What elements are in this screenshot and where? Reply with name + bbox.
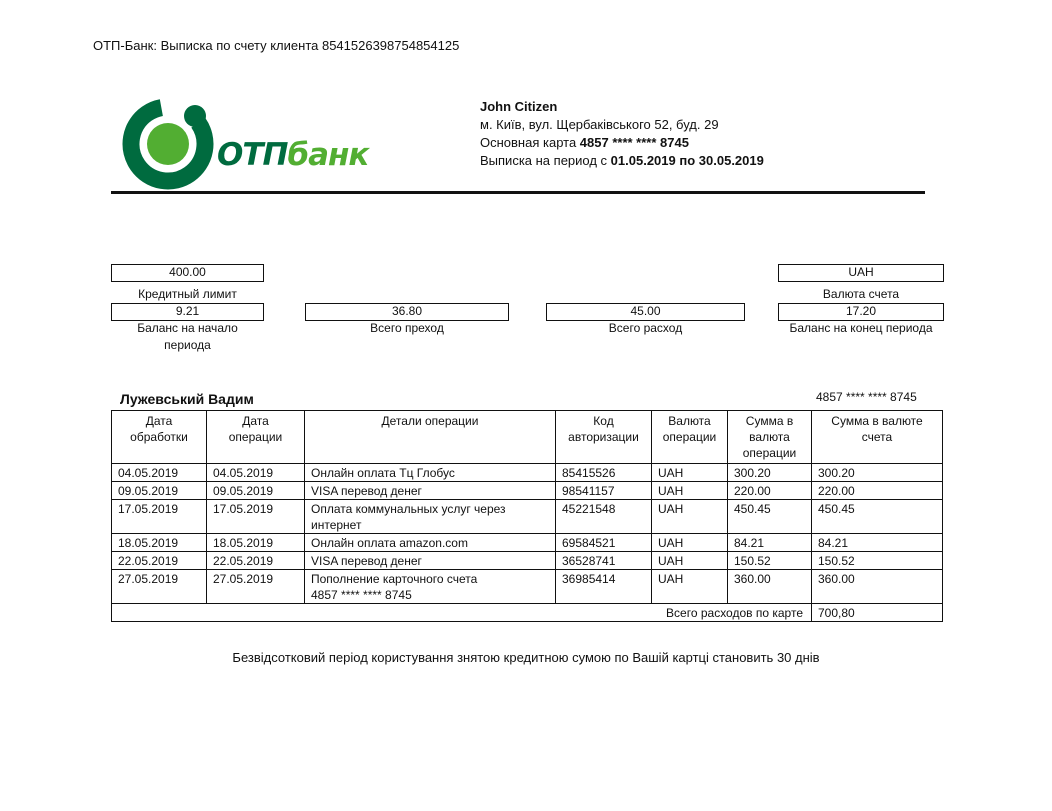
cell-processed: 22.05.2019 <box>112 552 207 570</box>
column-header-operation-details <box>305 411 556 464</box>
total-row <box>112 604 943 622</box>
column-header-line: авторизации <box>568 430 639 444</box>
column-header-line: обработки <box>130 430 188 444</box>
cell-currency: UAH <box>652 552 728 570</box>
cell-amount-op: 150.52 <box>728 552 812 570</box>
cell-auth: 69584521 <box>556 534 652 552</box>
client-info <box>480 98 764 170</box>
cardholder-name: Лужевський Вадим <box>120 391 254 407</box>
cell-currency: UAH <box>652 482 728 500</box>
table-row <box>112 464 943 482</box>
column-header-processing-date <box>112 411 207 464</box>
cell-amount-acc: 220.00 <box>812 482 943 500</box>
cell-amount-acc: 150.52 <box>812 552 943 570</box>
opening-balance-label-line2: периода <box>164 338 211 352</box>
column-header-line: операции <box>662 430 717 444</box>
column-header-line: Сумма в валюте <box>831 414 923 428</box>
total-out-value: 45.00 <box>546 303 745 321</box>
cell-amount-acc: 450.45 <box>812 500 943 534</box>
cell-auth: 36985414 <box>556 570 652 604</box>
client-card <box>480 134 764 152</box>
period-to: 30.05.2019 <box>698 153 764 168</box>
column-header-line: операции <box>228 430 283 444</box>
details-line: интернет <box>311 518 362 532</box>
card-label: Основная карта <box>480 135 580 150</box>
cell-details <box>305 552 556 570</box>
total-in-value: 36.80 <box>305 303 509 321</box>
opening-balance-value: 9.21 <box>111 303 264 321</box>
transactions-table <box>111 410 943 622</box>
details-line: Онлайн оплата Тц Глобус <box>311 466 455 480</box>
table-row <box>112 482 943 500</box>
total-in-label: Всего преход <box>370 321 444 335</box>
total-out-label: Всего расход <box>608 321 683 335</box>
header-divider <box>111 191 925 194</box>
closing-balance-label: Баланс на конец периода <box>789 321 933 335</box>
column-header-line: Дата <box>242 414 269 428</box>
details-line: Онлайн оплата amazon.com <box>311 536 468 550</box>
cell-amount-op: 360.00 <box>728 570 812 604</box>
cell-amount-op: 450.45 <box>728 500 812 534</box>
cell-details <box>305 534 556 552</box>
statement-period <box>480 152 764 170</box>
card-number: 4857 **** **** 8745 <box>579 135 689 150</box>
column-header-line: Дата <box>145 414 173 428</box>
cell-amount-acc: 360.00 <box>812 570 943 604</box>
cell-currency: UAH <box>652 534 728 552</box>
cell-operation: 09.05.2019 <box>207 482 305 500</box>
cell-processed: 09.05.2019 <box>112 482 207 500</box>
currency-value: UAH <box>778 264 944 282</box>
cell-details <box>305 570 556 604</box>
column-header-line: Детали операции <box>381 414 479 428</box>
cell-amount-acc: 300.20 <box>812 464 943 482</box>
column-header-operation-date <box>207 411 305 464</box>
cell-processed: 04.05.2019 <box>112 464 207 482</box>
cell-details <box>305 464 556 482</box>
column-header-line: Валюта <box>668 414 711 428</box>
closing-balance-value: 17.20 <box>778 303 944 321</box>
details-line: 4857 **** **** 8745 <box>311 588 412 602</box>
opening-balance-label <box>111 320 264 354</box>
details-line: Оплата коммунальных услуг через <box>311 502 506 516</box>
cell-processed: 18.05.2019 <box>112 534 207 552</box>
column-header-auth-code <box>556 411 652 464</box>
cell-processed: 17.05.2019 <box>112 500 207 534</box>
cell-amount-op: 84.21 <box>728 534 812 552</box>
total-value: 700,80 <box>812 604 943 622</box>
cell-currency: UAH <box>652 464 728 482</box>
column-header-amount-op-currency <box>728 411 812 464</box>
column-header-line: Сумма в <box>745 414 794 428</box>
credit-limit-label: Кредитный лимит <box>138 287 237 301</box>
cell-auth: 85415526 <box>556 464 652 482</box>
cell-operation: 18.05.2019 <box>207 534 305 552</box>
grace-period-note: Безвідсотковий період користування знятою кредитною сумою по Вашій картці становить 30 днів <box>232 650 820 665</box>
table-row <box>112 552 943 570</box>
table-row <box>112 570 943 604</box>
cell-amount-op: 300.20 <box>728 464 812 482</box>
cell-operation: 17.05.2019 <box>207 500 305 534</box>
cardholder-card-number: 4857 **** **** 8745 <box>816 390 917 404</box>
cell-auth: 45221548 <box>556 500 652 534</box>
credit-limit-value: 400.00 <box>111 264 264 282</box>
details-line: VISA перевод денег <box>311 484 422 498</box>
opening-balance-label-line1: Баланс на начало <box>137 321 238 335</box>
table-row <box>112 534 943 552</box>
table-row <box>112 500 943 534</box>
cell-operation: 04.05.2019 <box>207 464 305 482</box>
statement-header: ОТП-Банк: Выписка по счету клиента 8541526398754854125 <box>93 38 460 53</box>
column-header-line: операции <box>742 446 797 460</box>
details-line: VISA перевод денег <box>311 554 422 568</box>
column-header-amount-acc-currency <box>812 411 943 464</box>
cell-processed: 27.05.2019 <box>112 570 207 604</box>
period-from: 01.05.2019 <box>610 153 676 168</box>
client-name: John Citizen <box>480 99 558 114</box>
table-header-row <box>112 411 943 464</box>
cell-amount-acc: 84.21 <box>812 534 943 552</box>
cell-details <box>305 500 556 534</box>
cell-operation: 22.05.2019 <box>207 552 305 570</box>
cell-operation: 27.05.2019 <box>207 570 305 604</box>
period-label: Выписка на период с <box>480 153 611 168</box>
cell-currency: UAH <box>652 500 728 534</box>
otp-bank-logo <box>122 96 372 192</box>
cell-auth: 98541157 <box>556 482 652 500</box>
column-header-line: счета <box>861 430 893 444</box>
column-header-line: Код <box>593 414 614 428</box>
cell-details <box>305 482 556 500</box>
period-mid: по <box>675 153 699 168</box>
cell-amount-op: 220.00 <box>728 482 812 500</box>
svg-text:ОТПбанк: ОТПбанк <box>217 137 369 173</box>
details-line: Пополнение карточного счета <box>311 572 478 586</box>
column-header-operation-currency <box>652 411 728 464</box>
cell-auth: 36528741 <box>556 552 652 570</box>
client-address: м. Київ, вул. Щербаківського 52, буд. 29 <box>480 117 719 132</box>
currency-label: Валюта счета <box>822 287 900 301</box>
column-header-line: валюта <box>749 430 790 444</box>
total-label: Всего расходов по карте <box>112 604 812 622</box>
cell-currency: UAH <box>652 570 728 604</box>
